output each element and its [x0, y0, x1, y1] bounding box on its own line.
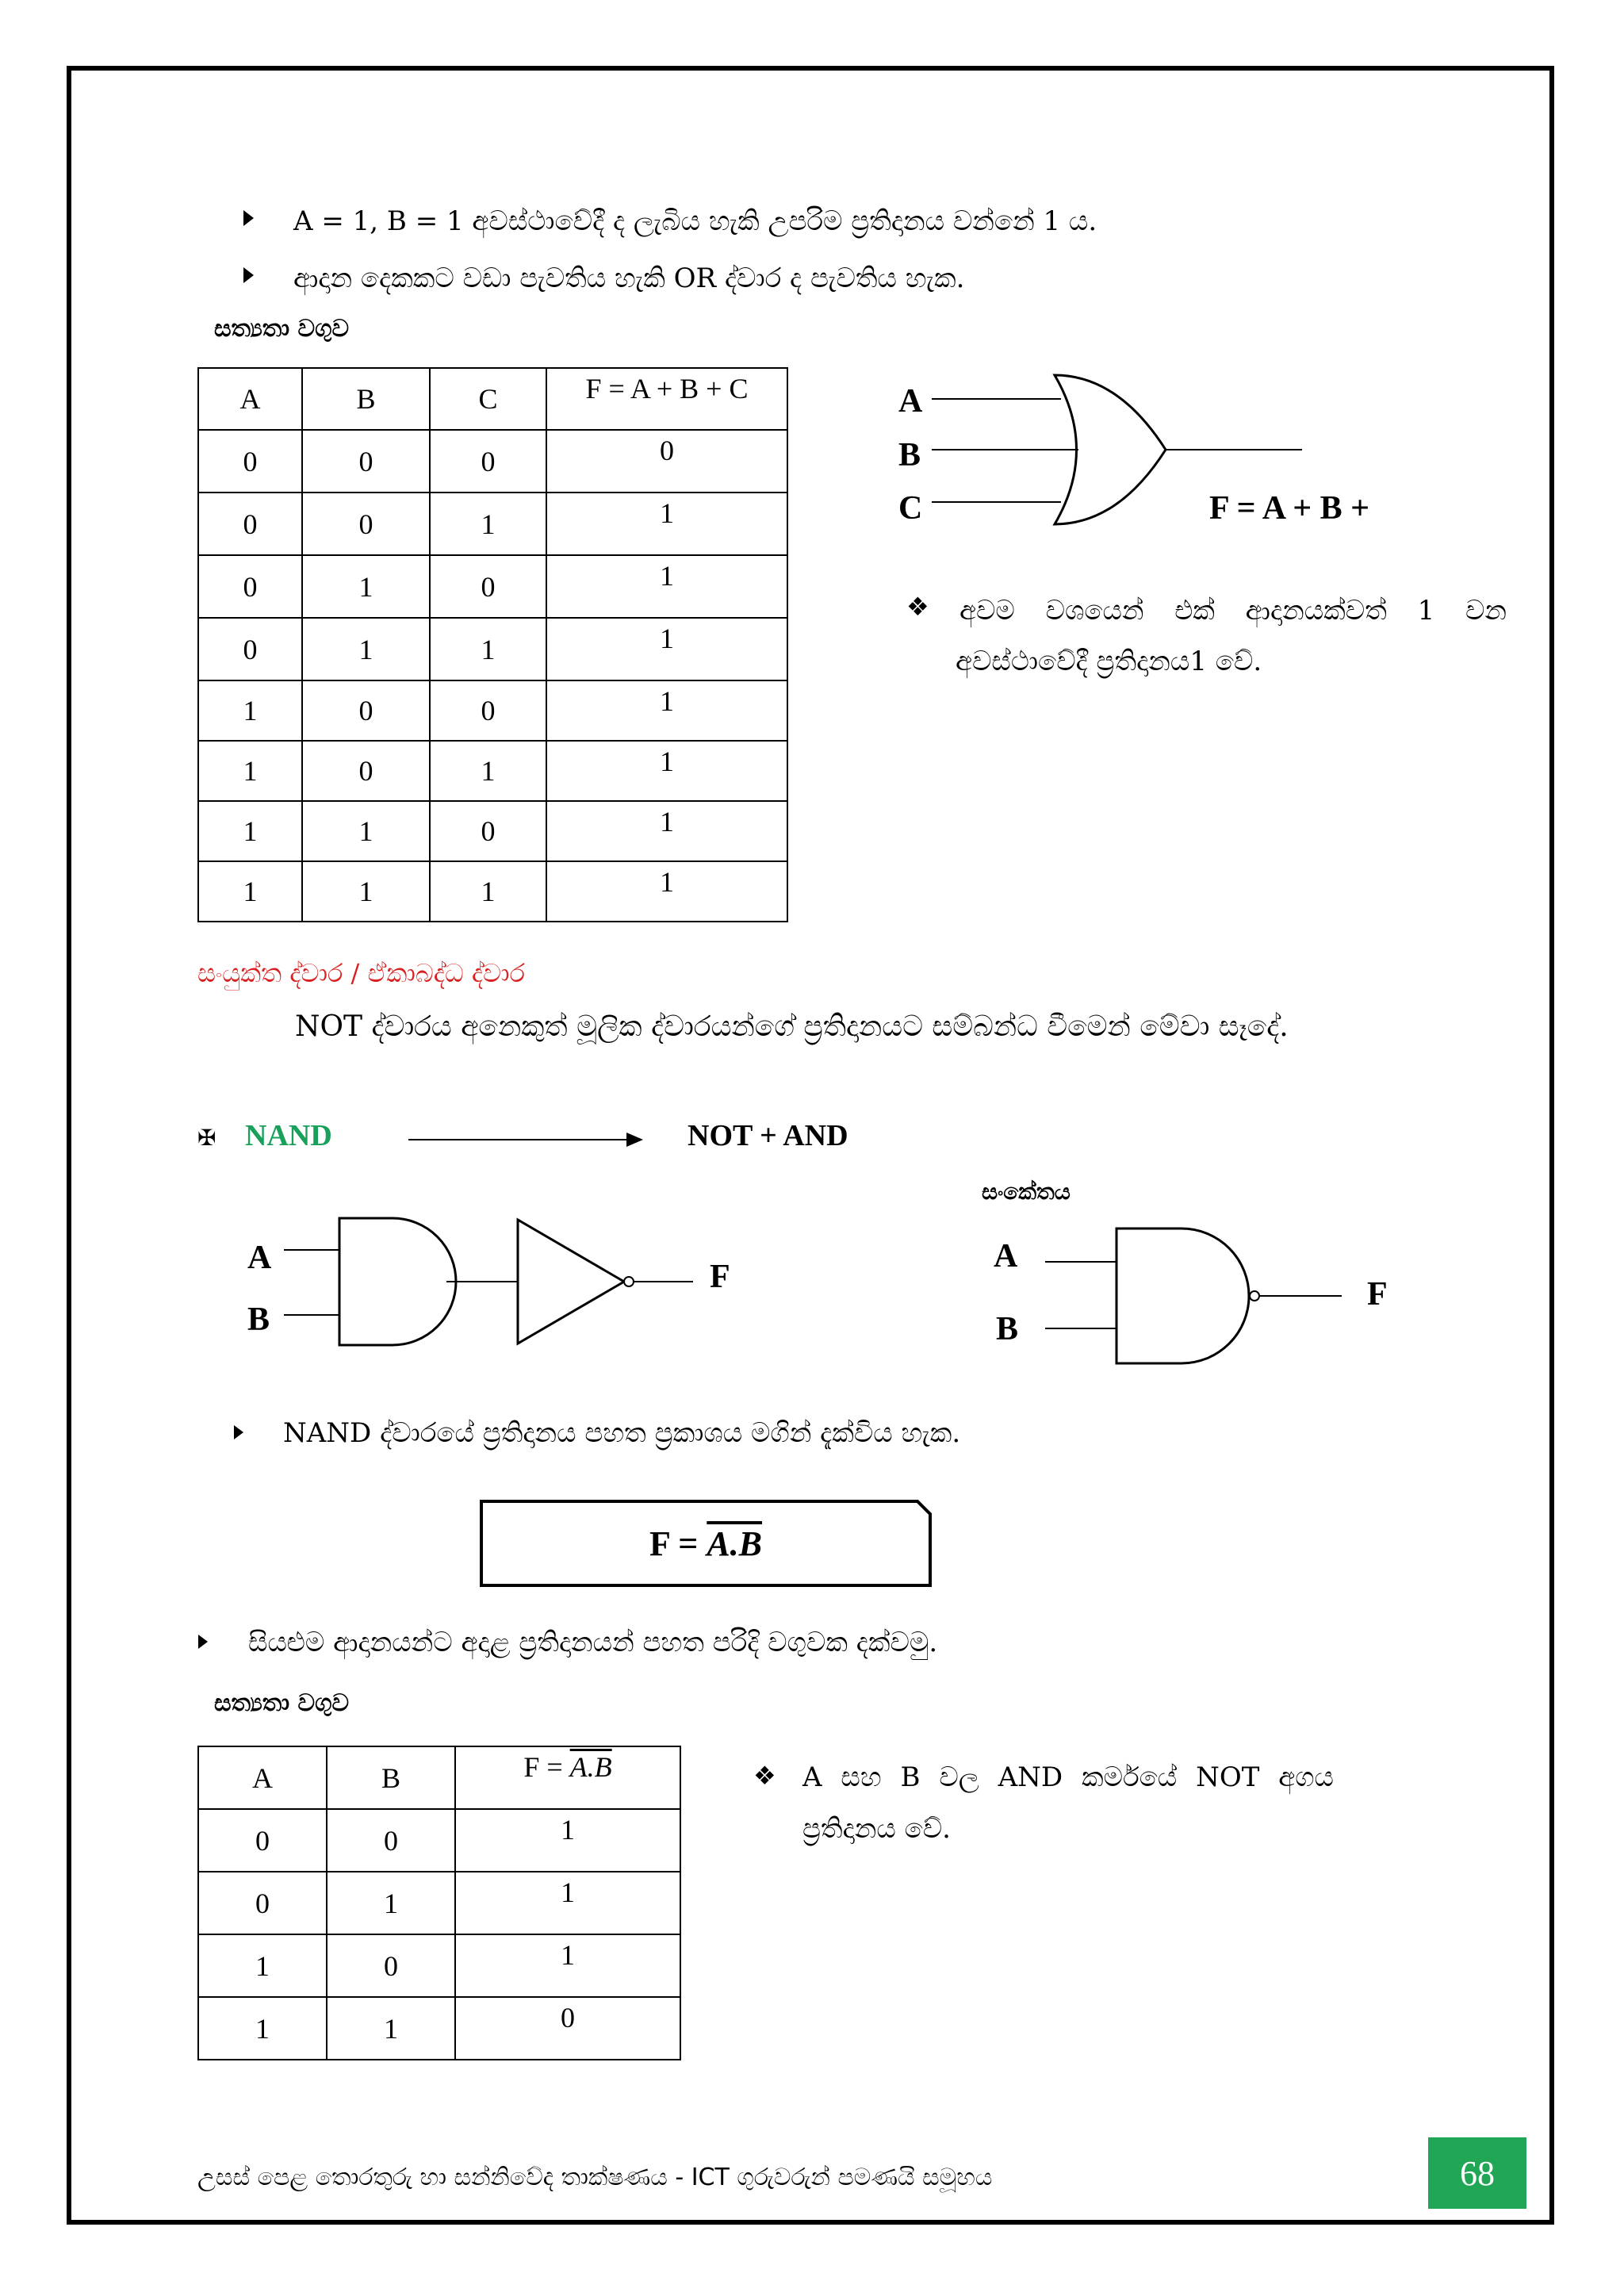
diamond-bullet-icon: ❖: [753, 1761, 776, 1791]
table-row: [198, 741, 787, 801]
nand-composed-input-b: B: [247, 1301, 270, 1338]
table-header-row: [198, 1746, 680, 1809]
nand-equals: NOT + AND: [688, 1119, 848, 1152]
table-row: [198, 618, 787, 680]
cell: 1: [546, 618, 787, 680]
cell: 1: [302, 555, 430, 618]
cell: 1: [546, 741, 787, 801]
table-row: [198, 1809, 680, 1872]
cell: 0: [546, 430, 787, 493]
header-f-overlined: A.B: [569, 1751, 612, 1783]
cell: 0: [198, 555, 302, 618]
cell: 1: [546, 861, 787, 922]
or-note-line1: අවම වශයෙන් එක් ආදානයක්වත් 1 වන: [959, 595, 1507, 627]
formula-prefix: F =: [649, 1524, 707, 1563]
cell: 0: [198, 1809, 327, 1872]
cell: 1: [455, 1809, 680, 1872]
cell: 0: [455, 1997, 680, 2060]
or-input-c: C: [898, 490, 923, 527]
nand-truth-table: [197, 1746, 681, 2060]
nand-expression-text: NAND ද්වාරයේ ප්‍රතිදානය පහත ප්‍රකාශය මගින් දැක්විය හැක.: [283, 1417, 961, 1449]
cell: 1: [430, 861, 546, 922]
nand-note-line2: ප්‍රතිදානය වේ.: [802, 1813, 951, 1845]
nand-symbol-output: F: [1367, 1276, 1388, 1313]
bullet-arrow-icon: [243, 267, 254, 283]
table-header-row: [198, 368, 787, 430]
header-cell: C: [430, 368, 546, 430]
cell: 0: [430, 430, 546, 493]
cell: 0: [327, 1934, 455, 1997]
and-not-diagram: [238, 1205, 714, 1364]
cell: 1: [198, 741, 302, 801]
cell: 0: [327, 1809, 455, 1872]
cell: 0: [198, 1872, 327, 1934]
cell: 0: [198, 430, 302, 493]
cell: 1: [546, 801, 787, 861]
table-row: [198, 493, 787, 555]
cell: 1: [198, 1934, 327, 1997]
table-row: [198, 555, 787, 618]
cell: 1: [198, 1997, 327, 2060]
cell: 1: [327, 1997, 455, 2060]
table-row: [198, 1872, 680, 1934]
header-cell: B: [327, 1746, 455, 1809]
cell: 1: [430, 493, 546, 555]
or-input-a: A: [898, 383, 923, 420]
or-truth-table: [197, 367, 788, 922]
cell: 0: [198, 493, 302, 555]
header-cell: F = A + B + C: [546, 368, 787, 430]
cell: 1: [302, 618, 430, 680]
combined-gates-heading: සංයුක්ත ද්වාර / ඒකාබද්ධ ද්වාර: [197, 958, 525, 988]
cell: 0: [302, 741, 430, 801]
or-table-heading: සත්‍යතා වගුව: [214, 315, 350, 343]
header-f-prefix: F =: [523, 1751, 570, 1783]
cell: 0: [302, 493, 430, 555]
cell: 1: [430, 618, 546, 680]
table-row: [198, 861, 787, 922]
cell: 1: [198, 680, 302, 741]
cell: 0: [302, 430, 430, 493]
cell: 0: [430, 555, 546, 618]
diamond-bullet-icon: ❖: [906, 592, 929, 622]
formula-overlined: A.B: [707, 1524, 763, 1563]
header-cell: A: [198, 1746, 327, 1809]
table-row: [198, 680, 787, 741]
cell: 0: [198, 618, 302, 680]
cell: 0: [430, 680, 546, 741]
table-row: [198, 430, 787, 493]
cell: 0: [430, 801, 546, 861]
cross-bullet-icon: ✠: [197, 1125, 216, 1151]
table-row: [198, 801, 787, 861]
table-row: [198, 1934, 680, 1997]
arrow-right-icon: [408, 1128, 646, 1152]
table-row: [198, 1997, 680, 2060]
nand-formula: [480, 1500, 932, 1587]
cell: 1: [546, 493, 787, 555]
cell: 1: [198, 861, 302, 922]
bullet-arrow-icon: [198, 1635, 208, 1649]
cell: 1: [455, 1934, 680, 1997]
nand-note-line1: A සහ B වල AND කර්මයේ NOT අගය: [802, 1761, 1334, 1793]
nand-composed-input-a: A: [247, 1240, 272, 1276]
nand-symbol-input-a: A: [994, 1238, 1018, 1274]
bullet-arrow-icon: [234, 1425, 243, 1439]
or-output-label: F = A + B +: [1209, 490, 1370, 527]
cell: 1: [430, 741, 546, 801]
nand-symbol-input-b: B: [996, 1311, 1019, 1347]
nand-composed-output: F: [710, 1259, 730, 1295]
or-input-b: B: [898, 437, 921, 473]
cell: 0: [302, 680, 430, 741]
combined-gates-text: NOT ද්වාරය අනෙකුත් මූලික ද්වාරයන්ගේ ප්‍රතිදානයට සම්බන්ධ වීමෙන් මේවා සෑදේ.: [295, 1010, 1289, 1043]
header-cell: A: [198, 368, 302, 430]
nand-symbol-diagram: [1031, 1217, 1364, 1376]
intro-bullet-1: A = 1, B = 1 අවස්ථාවේදී ද ලැබිය හැකි උපරිම ප්‍රතිදානය වන්නේ 1 ය.: [293, 205, 1097, 237]
cell: 1: [546, 680, 787, 741]
nand-title: NAND: [245, 1119, 332, 1152]
cell: 1: [198, 801, 302, 861]
cell: 1: [302, 801, 430, 861]
bullet-arrow-icon: [243, 210, 254, 226]
nand-table-intro: සියළුම ආදානයන්ට අදාළ ප්‍රතිදානයන් පහත පරිදි වගුවක දක්වමු.: [248, 1627, 938, 1658]
page-number-badge: 68: [1428, 2137, 1526, 2209]
header-cell: B: [302, 368, 430, 430]
header-cell: [455, 1746, 680, 1809]
intro-bullet-2: ආදාන දෙකකට වඩා පැවතිය හැකි OR ද්වාර ද පැවතිය හැක.: [293, 263, 965, 294]
cell: 1: [302, 861, 430, 922]
cell: 1: [546, 555, 787, 618]
footer-text: උසස් පෙළ තොරතුරු හා සන්නිවේද තාක්ෂණය - ICT ගුරුවරුන් පමණයි සමූහය: [197, 2164, 993, 2191]
nand-table-heading: සත්‍යතා වගුව: [214, 1689, 350, 1717]
or-note-line2: අවස්ථාවේදී ප්‍රතිදානය1 වේ.: [956, 646, 1262, 677]
cell: 1: [455, 1872, 680, 1934]
symbol-heading: සංකේතය: [982, 1179, 1071, 1205]
cell: 1: [327, 1872, 455, 1934]
